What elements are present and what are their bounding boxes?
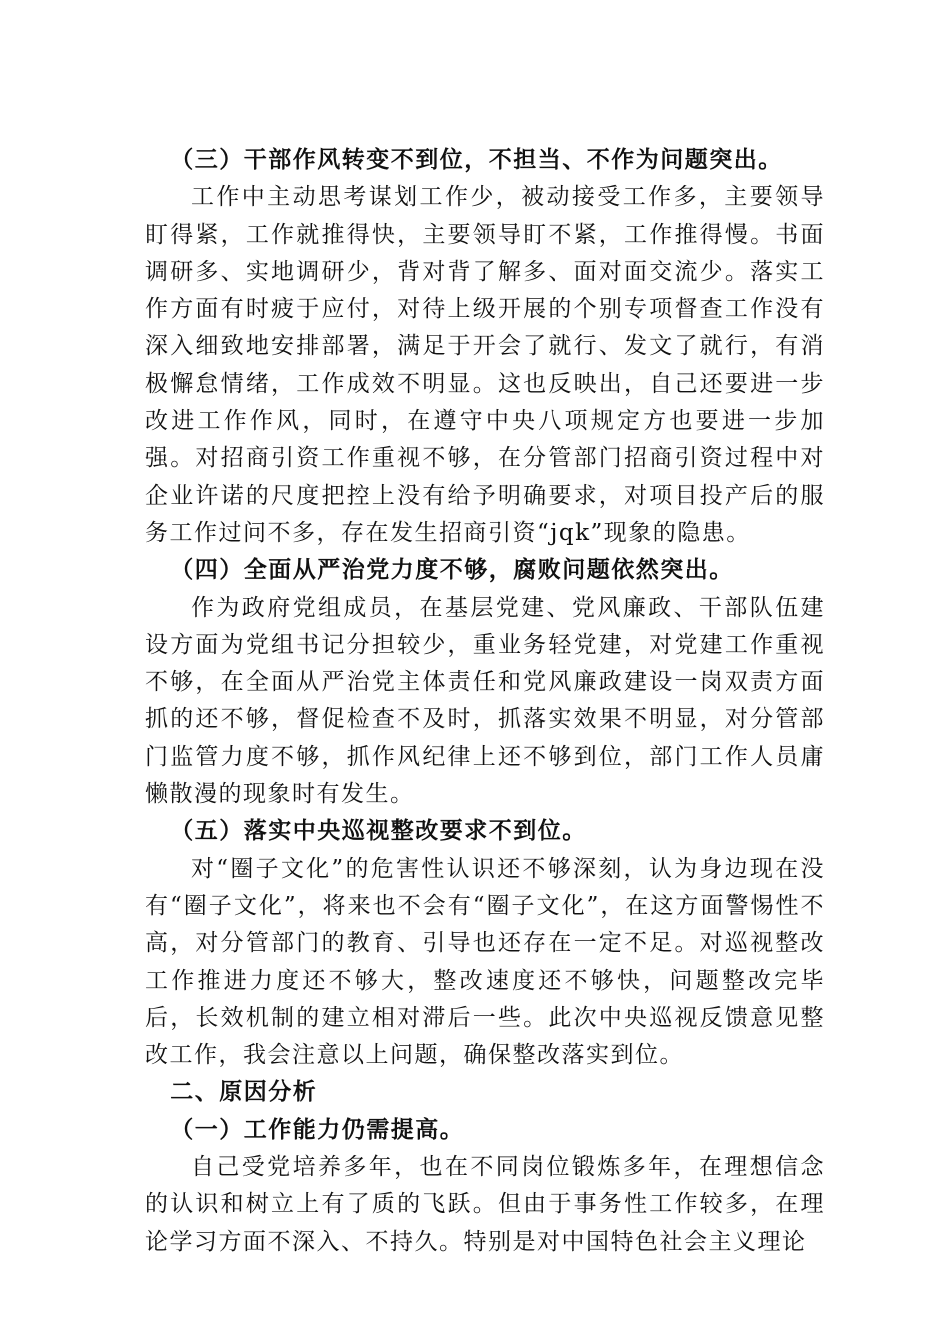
document-body: [145, 142, 825, 1261]
paragraph-work-ability: 自己受党培养多年，也在不同岗位锻炼多年，在理想信念的认识和树立上有了质的飞跃。但由于事务性工作较多，在理论学习方面不深入、不持久。特别是对中国特色社会主义理论: [145, 1154, 825, 1255]
paragraph-inspection-rectification: 对“圈子文化”的危害性认识还不够深刻，认为身边现在没有“圈子文化”，将来也不会有“圈子文化”，在这方面警惕性不高，对分管部门的教育、引导也还存在一定不足。对巡视整改工作推进力度还不够大，整改速度还不够快，问题整改完毕后，长效机制的建立相对滞后一些。此次中央巡视反馈意见整改工作，我会注意以上问题，确保整改落实到位。: [145, 855, 825, 1069]
heading-inspection-rectification: （五）落实中央巡视整改要求不到位。: [170, 818, 587, 845]
heading-party-discipline: （四）全面从严治党力度不够，腐败问题依然突出。: [170, 557, 734, 584]
heading-cadre-style: （三）干部作风转变不到位，不担当、不作为问题突出。: [170, 147, 783, 173]
section-heading-cause-analysis: 二、原因分析: [170, 1079, 318, 1106]
heading-work-ability: （一）工作能力仍需提高。: [170, 1116, 465, 1143]
paragraph-cadre-style: 工作中主动思考谋划工作少，被动接受工作多，主要领导盯得紧，工作就推得快，主要领导盯不紧，工作推得慢。书面调研多、实地调研少，背对背了解多、面对面交流少。落实工作方面有时疲于应付，对待上级开展的个别专项督查工作没有深入细致地安排部署，满足于开会了就行、发文了就行，有消极懈怠情绪，工作成效不明显。这也反映出，自己还要进一步改进工作作风，同时，在遵守中央八项规定方也要进一步加强。对招商引资工作重视不够，在分管部门招商引资过程中对企业许诺的尺度把控上没有给予明确要求，对项目投产后的服务工作过问不多，存在发生招商引资“jqk”现象的隐患。: [145, 184, 825, 546]
paragraph-party-discipline: 作为政府党组成员，在基层党建、党风廉政、干部队伍建设方面为党组书记分担较少，重业务轻党建，对党建工作重视不够，在全面从严治党主体责任和党风廉政建设一岗双责方面抓的还不够，督促检查不及时，抓落实效果不明显，对分管部门监管力度不够，抓作风纪律上还不够到位，部门工作人员庸懒散漫的现象时有发生。: [145, 594, 825, 808]
